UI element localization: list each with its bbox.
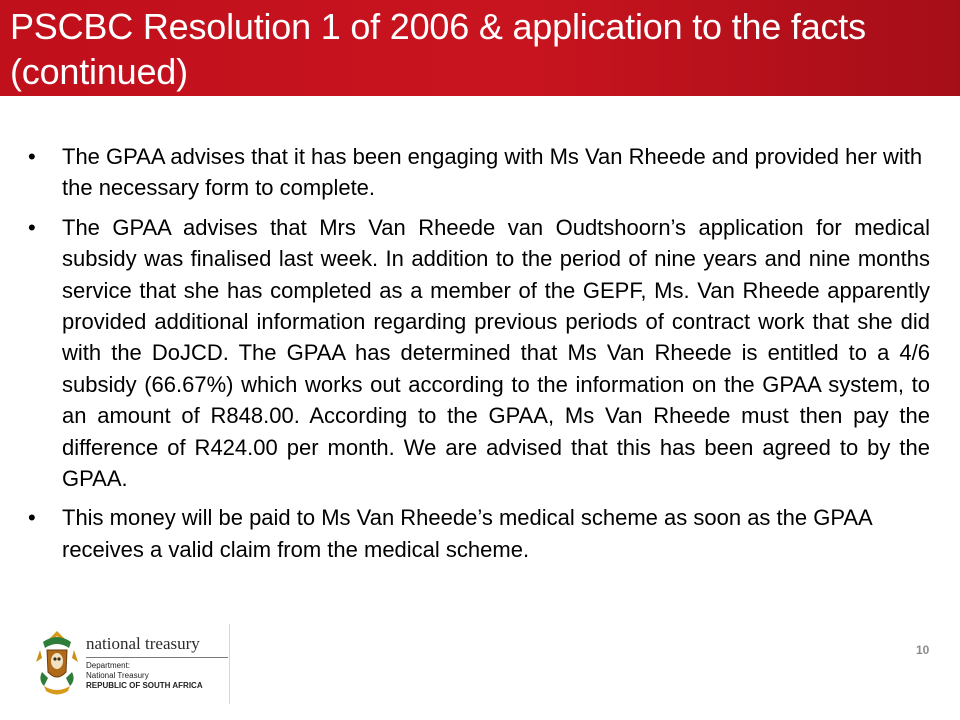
logo-title: national treasury: [86, 634, 200, 653]
bullet-item: [28, 212, 930, 495]
bullet-item: [28, 141, 930, 204]
bullet-item: [28, 502, 930, 565]
footer-divider: [229, 624, 230, 704]
logo-line-country: REPUBLIC OF SOUTH AFRICA: [86, 681, 203, 690]
coat-of-arms-icon: [34, 628, 80, 700]
title-bar: [0, 0, 960, 96]
bullet-text: The GPAA advises that Mrs Van Rheede van Oudtshoorn’s application for medical subsidy was finalised last week. In addition to the period of nine years and nine months service that she has completed as a member of the GEPF, Ms. Van Rheede apparently provided additional information regarding previous periods of contract work that she did with the DoJCD. The GPAA has determined that Ms Van Rheede is entitled to a 4/6 subsidy (66.67%) which works out according to the information on the GPAA system, to an amount of R848.00. According to the GPAA, Ms Van Rheede must then pay the difference of R424.00 per month. We are advised that this has been agreed to by the GPAA.: [62, 214, 930, 492]
slide-title: PSCBC Resolution 1 of 2006 & application to the facts (continued): [10, 6, 866, 92]
bullet-icon: •: [28, 144, 36, 169]
logo-line-treasury: National Treasury: [86, 671, 149, 680]
national-treasury-logo: [34, 624, 230, 704]
logo-line-department: Department:: [86, 661, 131, 670]
page-number: 10: [916, 643, 930, 657]
bullet-text: This money will be paid to Ms Van Rheede’s medical scheme as soon as the GPAA receives a valid claim from the medical scheme.: [62, 505, 872, 562]
bullet-text: The GPAA advises that it has been engaging with Ms Van Rheede and provided her with the necessary form to complete.: [62, 144, 923, 201]
bullet-icon: •: [28, 505, 36, 531]
bullet-icon: •: [28, 214, 36, 240]
logo-divider: [86, 657, 228, 658]
bullet-list: [28, 141, 930, 573]
